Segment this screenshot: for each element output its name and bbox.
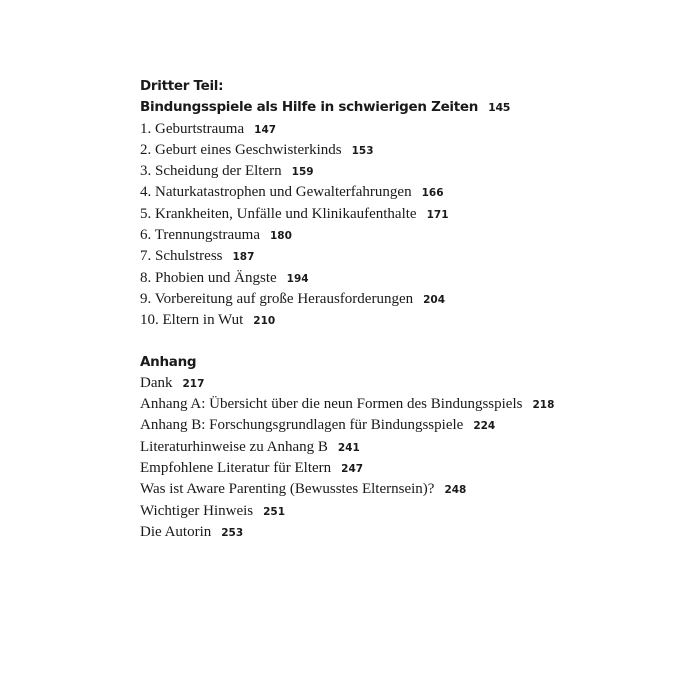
page-number: 153 bbox=[351, 144, 374, 157]
toc-entry bbox=[140, 246, 660, 267]
toc-entry bbox=[140, 119, 660, 140]
page-number: 241 bbox=[337, 441, 360, 454]
page-number: 248 bbox=[444, 484, 467, 497]
entry-title: 3. Scheidung der Eltern bbox=[140, 163, 282, 180]
part3-section bbox=[140, 76, 660, 332]
page-number: 145 bbox=[488, 101, 511, 115]
entry-title: 6. Trennungstrauma bbox=[140, 227, 260, 244]
appendix-section bbox=[140, 352, 660, 544]
part3-label-text: Dritter Teil: bbox=[140, 78, 224, 94]
page-number: 194 bbox=[286, 272, 309, 285]
part3-title-text: Bindungsspiele als Hilfe in schwierigen Zeiten bbox=[140, 99, 479, 116]
toc-entry bbox=[140, 140, 660, 161]
entry-title: Empfohlene Literatur für Eltern bbox=[140, 460, 332, 477]
entry-title: Literaturhinweise zu Anhang B bbox=[140, 438, 328, 455]
toc-entry bbox=[140, 415, 660, 436]
table-of-contents bbox=[140, 76, 660, 543]
entry-title: 7. Schulstress bbox=[140, 248, 223, 265]
toc-entry bbox=[140, 458, 660, 479]
appendix-title-text: Anhang bbox=[140, 353, 197, 370]
entry-title: 4. Naturkatastrophen und Gewalterfahrungen bbox=[140, 184, 412, 201]
toc-entry bbox=[140, 373, 660, 394]
toc-entry bbox=[140, 310, 660, 331]
page-number: 218 bbox=[532, 399, 555, 412]
page-number: 171 bbox=[426, 208, 449, 221]
toc-entry bbox=[140, 437, 660, 458]
toc-entry bbox=[140, 268, 660, 289]
page-number: 147 bbox=[254, 123, 277, 136]
toc-entry bbox=[140, 182, 660, 203]
entry-title: 1. Geburtstrauma bbox=[140, 120, 245, 137]
entry-title: Die Autorin bbox=[140, 523, 212, 540]
entry-title: 2. Geburt eines Geschwisterkinds bbox=[140, 141, 342, 158]
page-number: 253 bbox=[221, 526, 244, 539]
page-number: 204 bbox=[423, 293, 446, 306]
entry-title: 8. Phobien und Ängste bbox=[140, 269, 277, 286]
toc-entry bbox=[140, 204, 660, 225]
page-number: 251 bbox=[263, 505, 286, 518]
page-number: 210 bbox=[253, 315, 276, 328]
entry-title: Was ist Aware Parenting (Bewusstes Elternsein)? bbox=[140, 481, 435, 498]
page-number: 217 bbox=[182, 377, 205, 390]
entry-title: Wichtiger Hinweis bbox=[140, 502, 254, 519]
entry-title: 10. Eltern in Wut bbox=[140, 312, 244, 329]
entry-title: Anhang A: Übersicht über die neun Formen des Bindungsspiels bbox=[140, 396, 523, 413]
page-number: 187 bbox=[232, 251, 255, 264]
part3-label bbox=[140, 76, 660, 97]
toc-entry bbox=[140, 161, 660, 182]
toc-entry bbox=[140, 479, 660, 500]
toc-entry bbox=[140, 501, 660, 522]
page-number: 159 bbox=[291, 166, 314, 179]
page-number: 224 bbox=[473, 420, 496, 433]
toc-entry bbox=[140, 522, 660, 543]
toc-entry bbox=[140, 394, 660, 415]
entry-title: 9. Vorbereitung auf große Herausforderungen bbox=[140, 290, 414, 307]
page-number: 247 bbox=[341, 463, 364, 476]
part3-title bbox=[140, 97, 660, 118]
entry-title: Anhang B: Forschungsgrundlagen für Bindungsspiele bbox=[140, 417, 464, 434]
page-number: 180 bbox=[270, 230, 292, 243]
page-number: 166 bbox=[421, 187, 444, 200]
appendix-title bbox=[140, 352, 660, 373]
entry-title: Dank bbox=[140, 374, 173, 391]
toc-entry bbox=[140, 289, 660, 310]
section-spacer bbox=[140, 332, 660, 352]
toc-entry bbox=[140, 225, 660, 246]
entry-title: 5. Krankheiten, Unfälle und Klinikaufenthalte bbox=[140, 205, 417, 222]
